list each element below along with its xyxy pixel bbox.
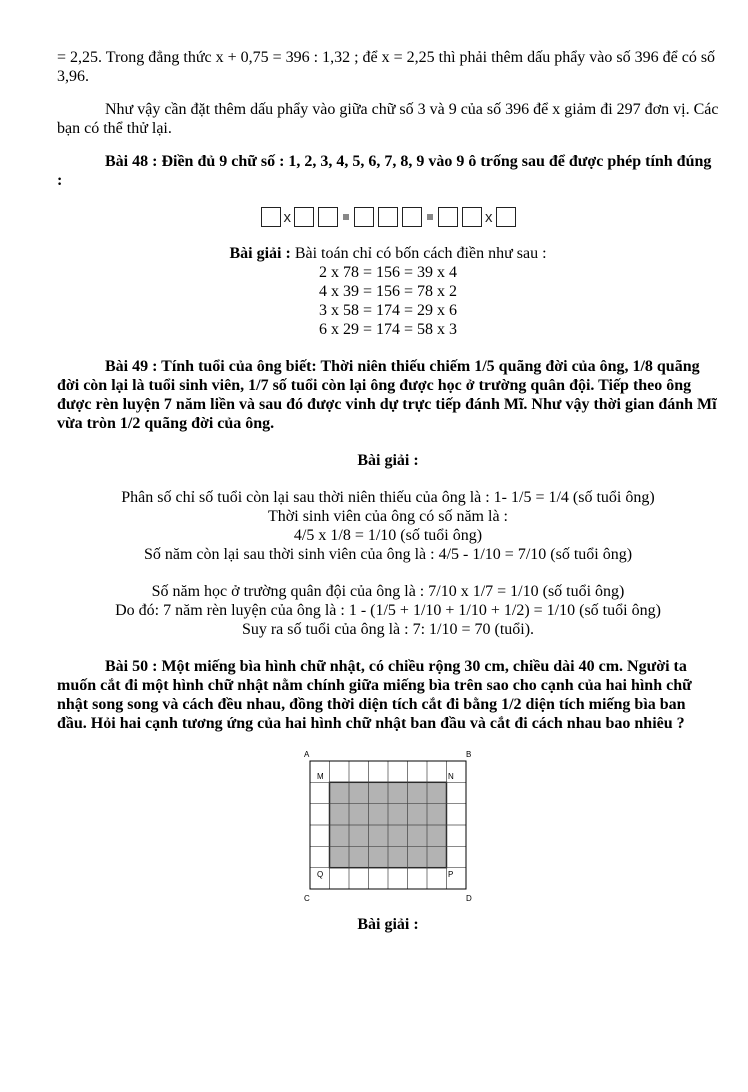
bai48-puzzle-boxes [57, 202, 719, 232]
solution-line: Số năm học ở trường quân đội của ông là : 7/10 x 1/7 = 1/10 (số tuổi ông) [151, 583, 625, 600]
bai50-solution-label: Bài giải : [357, 916, 419, 933]
empty-box [462, 207, 482, 227]
bai48-title: Bài 48 : Điền đủ 9 chữ số : 1, 2, 3, 4, 5, 6, 7, 8, 9 vào 9 ô trống sau để được phép tính đúng : [57, 153, 712, 189]
label-p: P [448, 870, 454, 879]
label-d: D [466, 894, 472, 903]
solution-line: Do đó: 7 năm rèn luyện của ông là : 1 - (1/5 + 1/10 + 1/10 + 1/2) = 1/10 (số tuổi ông) [115, 602, 661, 619]
label-n: N [448, 772, 454, 781]
document-page [57, 48, 719, 934]
bai48-solution-intro [57, 244, 719, 263]
intro-paragraph-1: = 2,25. Trong đẳng thức x + 0,75 = 396 : 1,32 ; để x = 2,25 thì phải thêm dấu phẩy vào số 396 để có số 3,96. [57, 49, 716, 85]
solution-line: 3 x 58 = 174 = 29 x 6 [318, 302, 458, 319]
grid-lines [310, 761, 466, 889]
empty-box [402, 207, 422, 227]
rectangle-diagram [298, 751, 478, 901]
times-sign: x [485, 208, 493, 226]
solution-line: Suy ra số tuổi của ông là : 7: 1/10 = 70 (tuổi). [241, 621, 535, 638]
label-m: M [317, 772, 324, 781]
times-sign: x [283, 208, 291, 226]
bai48-solution-label: Bài giải : [229, 245, 291, 262]
solution-line: Số năm còn lại sau thời sinh viên của ông là : 4/5 - 1/10 = 7/10 (số tuổi ông) [143, 546, 633, 563]
solution-line: Thời sinh viên của ông có số năm là : [268, 508, 508, 525]
bai49-solution-label: Bài giải : [357, 452, 419, 469]
bai48-solution-text: Bài toán chỉ có bốn cách điền như sau : [290, 245, 547, 262]
bai48-solution-lines [57, 263, 719, 339]
bai50-figure [57, 751, 719, 901]
empty-box [438, 207, 458, 227]
intro-paragraph-2: Như vậy cần đặt thêm dấu phẩy vào giữa chữ số 3 và 9 của số 396 để x giảm đi 297 đơn vị. Các bạn có thể thử lại. [57, 101, 719, 137]
empty-box [354, 207, 374, 227]
label-c: C [304, 894, 310, 903]
solution-line: Phân số chỉ số tuổi còn lại sau thời niên thiếu của ông là : 1- 1/5 = 1/4 (số tuổi ông) [121, 489, 655, 506]
solution-line: 2 x 78 = 156 = 39 x 4 [318, 264, 458, 281]
bai49-solution-lines-a [57, 488, 719, 564]
empty-box [294, 207, 314, 227]
bai50-title: Bài 50 : Một miếng bìa hình chữ nhật, có chiều rộng 30 cm, chiều dài 40 cm. Người ta muốn cắt đi một hình chữ nhật nằm chính giữa miếng bìa trên sao cho cạnh của hai hình chữ nhật song song và cách đều nhau, đồng thời diện tích cắt đi bằng 1/2 diện tích miếng bìa ban đầu. Hỏi hai cạnh tương ứng của hai hình chữ nhật ban đầu và cắt đi cách nhau bao nhiêu ? [57, 658, 692, 732]
empty-box [261, 207, 281, 227]
empty-box [378, 207, 398, 227]
bai49-solution-lines-b [57, 582, 719, 639]
equals-sign [427, 214, 433, 220]
solution-line: 6 x 29 = 174 = 58 x 3 [318, 321, 458, 338]
empty-box [496, 207, 516, 227]
label-q: Q [317, 870, 324, 879]
equals-sign [343, 214, 349, 220]
label-b: B [466, 750, 472, 759]
solution-line: 4 x 39 = 156 = 78 x 2 [318, 283, 458, 300]
label-a: A [304, 750, 310, 759]
empty-box [318, 207, 338, 227]
solution-line: 4/5 x 1/8 = 1/10 (số tuổi ông) [293, 527, 483, 544]
bai49-title: Bài 49 : Tính tuổi của ông biết: Thời niên thiếu chiếm 1/5 quãng đời của ông, 1/8 quãng đời còn lại là tuổi sinh viên, 1/7 số tuổi còn lại ông được học ở trường quân đội. Tiếp theo ông được rèn luyện 7 năm liền và sau đó được vinh dự trực tiếp đánh Mĩ. Như vậy thời gian đánh Mĩ vừa tròn 1/2 quãng đời của ông. [57, 358, 717, 432]
